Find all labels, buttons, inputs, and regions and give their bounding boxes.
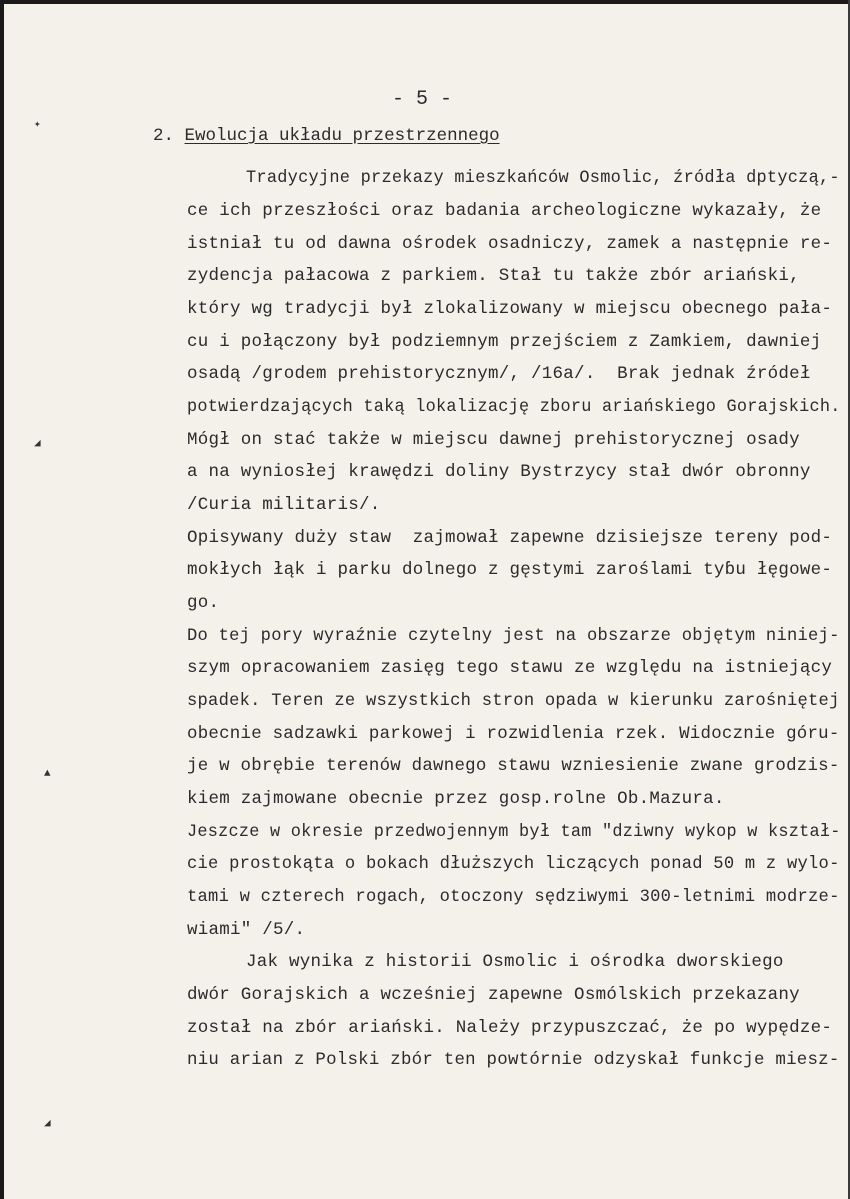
text-line: Do tej pory wyraźnie czytelny jest na obszarze objętym niniej- — [187, 626, 840, 646]
text-line: niu arian z Polski zbór ten powtórnie odzyskał funkcje miesz- — [187, 1050, 840, 1070]
section-heading — [153, 126, 500, 146]
text-line: który wg tradycji był zlokalizowany w miejscu obecnego pała- — [187, 299, 833, 319]
text-line: je w obrębie terenów dawnego stawu wzniesienie zwane grodzis- — [187, 756, 840, 776]
page-number: - 5 - — [392, 88, 453, 111]
text-line: obecnie sadzawki parkowej i rozwidlenia rzek. Widocznie góru- — [187, 724, 840, 744]
text-line: Mógł on stać także w miejscu dawnej prehistorycznej osady — [187, 430, 800, 450]
text-line: cie prostokąta o bokach dłuższych liczących ponad 50 m z wylo- — [187, 854, 840, 874]
punch-mark: ✦ — [34, 119, 41, 131]
text-line: Opisywany duży staw zajmował zapewne dzisiejsze tereny pod- — [187, 528, 833, 548]
text-line: szym opracowaniem zasięg tego stawu ze względu na istniejący — [187, 658, 833, 678]
text-line: cu i połączony był podziemnym przejściem z Zamkiem, dawniej — [187, 332, 822, 352]
text-line: kiem zajmowane obecnie przez gosp.rolne Ob.Mazura. — [187, 789, 725, 809]
text-line: Jeszcze w okresie przedwojennym był tam "dziwny wykop w kształ- — [187, 822, 841, 842]
text-line: dwór Gorajskich a wcześniej zapewne Osmólskich przekazany — [187, 985, 800, 1005]
text-line: /Curia militaris/. — [187, 495, 381, 515]
text-line: tami w czterech rogach, otoczony sędziwymi 300-letnimi modrze- — [187, 887, 840, 907]
punch-mark: ◢ — [44, 1118, 51, 1130]
punch-mark: ◢ — [34, 438, 41, 450]
text-line: istniał tu od dawna ośrodek osadniczy, zamek a następnie re- — [187, 234, 833, 254]
text-line: ce ich przeszłości oraz badania archeologiczne wykazały, że — [187, 201, 822, 221]
scan-border-left — [0, 0, 4, 1199]
text-line: mokłych łąk i parku dolnego z gęstymi zaroślami tyɓu łęgowe- — [187, 560, 833, 580]
text-line: zydencja pałacowa z parkiem. Stał tu także zbór ariański, — [187, 266, 800, 286]
text-line: Tradycyjne przekazy mieszkańców Osmolic, źródła dptyczą,- — [246, 168, 840, 188]
section-title: Ewolucja układu przestrzennego — [184, 126, 500, 146]
text-line: potwierdzających taką lokalizację zboru ariańskiego Gorajskich. — [187, 397, 841, 417]
text-line: spadek. Teren ze wszystkich stron opada w kierunku zarośniętej — [187, 691, 840, 711]
text-line: go. — [187, 593, 220, 613]
scan-border-top — [0, 0, 850, 4]
text-line: został na zbór ariański. Należy przypuszczać, że po wypędze- — [187, 1018, 833, 1038]
text-line: osadą /grodem prehistorycznym/, /16a/. Brak jednak źródeł — [187, 364, 811, 384]
punch-mark: ▲ — [44, 768, 51, 780]
text-line: wiami" /5/. — [187, 920, 306, 940]
text-line: a na wyniosłej krawędzi doliny Bystrzycy stał dwór obronny — [187, 462, 811, 482]
section-number: 2. — [153, 126, 175, 146]
text-line: Jak wynika z historii Osmolic i ośrodka dworskiego — [246, 952, 784, 972]
